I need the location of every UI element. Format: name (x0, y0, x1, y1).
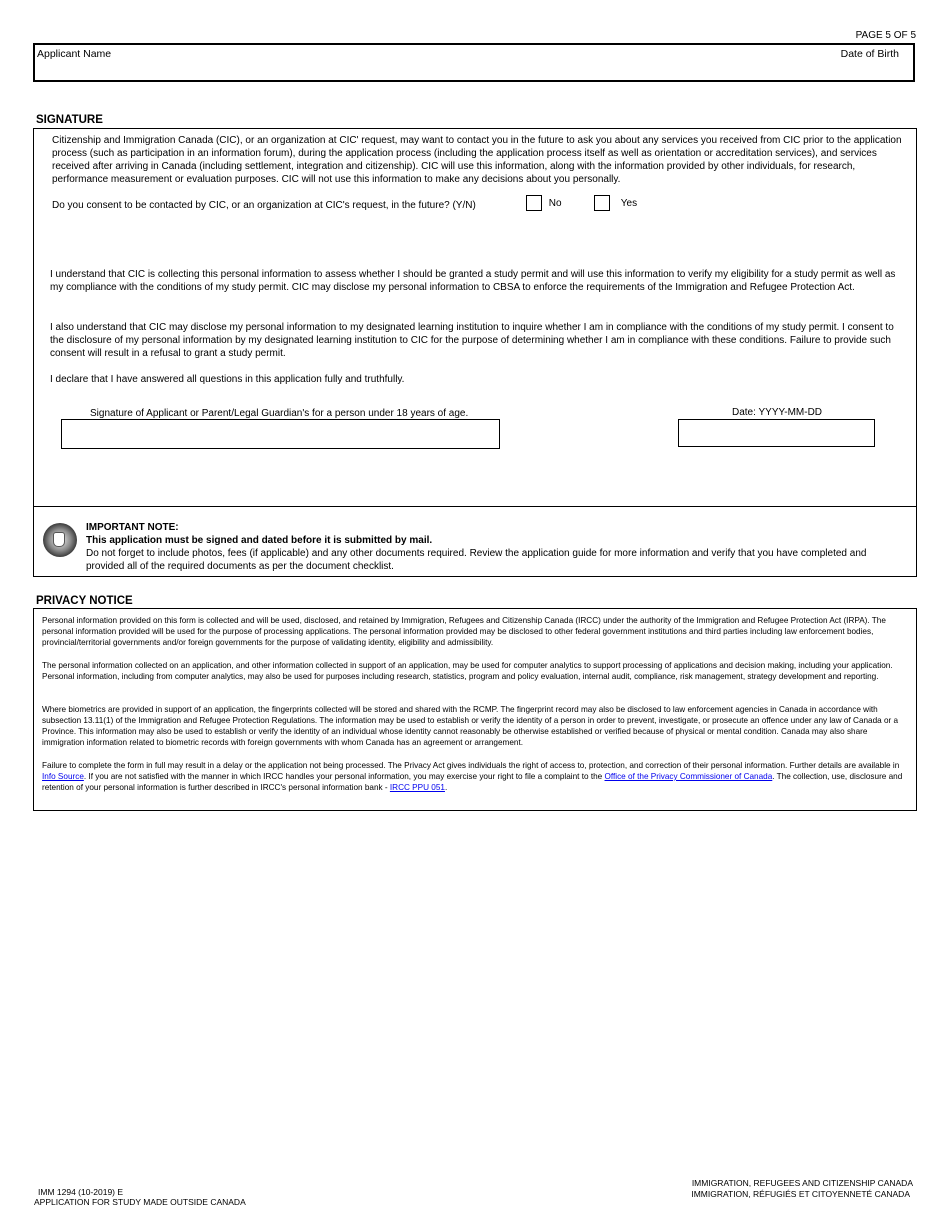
consent-yes-option[interactable] (594, 195, 637, 211)
signature-field[interactable] (61, 419, 500, 449)
consent-question: Do you consent to be contacted by CIC, or an organization at CIC's request, in the future? (Y/N) (52, 200, 476, 211)
disclose-paragraph: I also understand that CIC may disclose my personal information to my designated learning institution to inquire whether I am in compliance with the conditions of my study permit. I consent to the disclosure of my personal information by my designated learning institution to CIC for the purpose of determining whether I am in compliance with these conditions. Failure to provide such consent will result in a refusal to grant a study permit. (50, 322, 894, 359)
ircc-ppu-link[interactable]: IRCC PPU 051 (389, 783, 445, 792)
date-field[interactable] (678, 419, 875, 447)
note-heading: IMPORTANT NOTE: (86, 522, 179, 533)
date-field-label: Date: YYYY-MM-DD (732, 407, 823, 418)
warning-icon (43, 523, 77, 557)
signature-field-label: Signature of Applicant or Parent/Legal Guardian's for a person under 18 years of age. (90, 408, 469, 419)
consent-yes-label: Yes (620, 197, 638, 209)
date-of-birth-label: Date of Birth (840, 48, 899, 60)
applicant-header (33, 43, 915, 82)
note-bold-line: This application must be signed and dated before it is submitted by mail. (86, 535, 433, 546)
contact-paragraph: Citizenship and Immigration Canada (CIC), or an organization at CIC' request, may want to contact you in the future to ask you about any services you received from CIC prior to the application process (such as participation in an information forum), during the application process (including the application process itself as well as orientation or accreditation services), and services received after arriving in Canada (including settlement, integration and citizenship). CIC will use this information, along with the information provided by other individuals, for research, performance measurement or evaluation purposes. CIC will not use this information to make any decisions about you personally. (52, 135, 902, 185)
declaration-statement: I declare that I have answered all questions in this application fully and truthfully. (50, 374, 405, 385)
department-name-en: IMMIGRATION, REFUGEES AND CITIZENSHIP CANADA (691, 1178, 913, 1188)
privacy-paragraph-1: Personal information provided on this form is collected and will be used, disclosed, and retained by Immigration, Refugees and Citizenship Canada (IRCC) under the authority of the Immigration and Refugee Protection Act (IRPA). The personal information provided will be used for the purpose of processing applications. The personal information provided may be disclosed to other federal government institutions and third parties including law enforcement bodies, provincial/territorial governments and/or foreign governments for the purpose of validating identity, eligibility and admissibility. (42, 616, 886, 647)
form-code: IMM 1294 (10-2019) E (38, 1187, 124, 1197)
info-source-link[interactable]: Info Source (42, 772, 84, 781)
page-number: PAGE 5 OF 5 (855, 30, 916, 41)
signature-section (33, 128, 917, 577)
privacy-paragraph-3: Where biometrics are provided in support of an application, the fingerprints collected will be stored and shared with the RCMP. The fingerprint record may also be disclosed to law enforcement agencies in Canada in accordance with subsection 13.11(1) of the Immigration and Refugee Protection Regulations. The information may be used to establish or verify the identity of a person in order to prevent, investigate, or prosecute an offence under any law of Canada or a Province. This information may also be used to establish or verify the identity of an individual whose identity cannot reasonably be otherwise established or verified because of physical or mental condition. Canada may also share immigration information related to biometric records with foreign governments with whom Canada has an agreement or arrangement. (42, 705, 899, 747)
applicant-name-label: Applicant Name (37, 48, 112, 60)
note-body: Do not forget to include photos, fees (if applicable) and any other documents required. Review the application guide for more information and verify that you have completed and provided all of the required documents as per the document checklist. (86, 548, 867, 572)
privacy-p4-text-c: . The collection, use, disclosure and retention of your personal information is further described in IRCC's personal information bank - (42, 772, 903, 792)
privacy-notice (33, 608, 917, 811)
consent-no-option[interactable] (526, 195, 562, 211)
privacy-p4-text-d: . (444, 783, 448, 792)
consent-no-label: No (548, 197, 562, 209)
understand-paragraph: I understand that CIC is collecting this personal information to assess whether I should be granted a study permit and will use this information to verify my eligibility for a study permit as well as my compliance with the conditions of my study permit. CIC may disclose my personal information to CBSA to enforce the requirements of the Immigration and Refugee Protection Act. (50, 269, 896, 293)
privacy-paragraph-4 (42, 760, 910, 793)
privacy-section-title: PRIVACY NOTICE (36, 595, 133, 607)
department-name-fr: IMMIGRATION, RÉFUGIÉS ET CITOYENNETÉ CANADA (691, 1189, 910, 1199)
privacy-commissioner-link[interactable]: Office of the Privacy Commissioner of Canada (604, 772, 773, 781)
consent-no-checkbox[interactable] (526, 195, 542, 211)
consent-yes-checkbox[interactable] (594, 195, 610, 211)
form-title: APPLICATION FOR STUDY MADE OUTSIDE CANADA (34, 1197, 246, 1207)
privacy-p4-text-b: . If you are not satisfied with the manner in which IRCC handles your personal information, you may exercise your right to file a complaint to the (83, 772, 605, 781)
note-divider (33, 506, 917, 507)
signature-section-title: SIGNATURE (36, 114, 103, 126)
privacy-paragraph-2: The personal information collected on an application, and other information collected in support of an application, may be used for computer analytics to support processing of applications and decision making, including your application. Personal information, including from computer analytics, may also be used for purposes including research, statistics, program and policy evaluation, internal audit, compliance, risk management, strategy development and reporting. (42, 661, 893, 681)
privacy-p4-text-a: Failure to complete the form in full may result in a delay or the application not being processed. The Privacy Act gives individuals the right of access to, protection, and correction of their personal information. Further details are available in (42, 761, 900, 770)
